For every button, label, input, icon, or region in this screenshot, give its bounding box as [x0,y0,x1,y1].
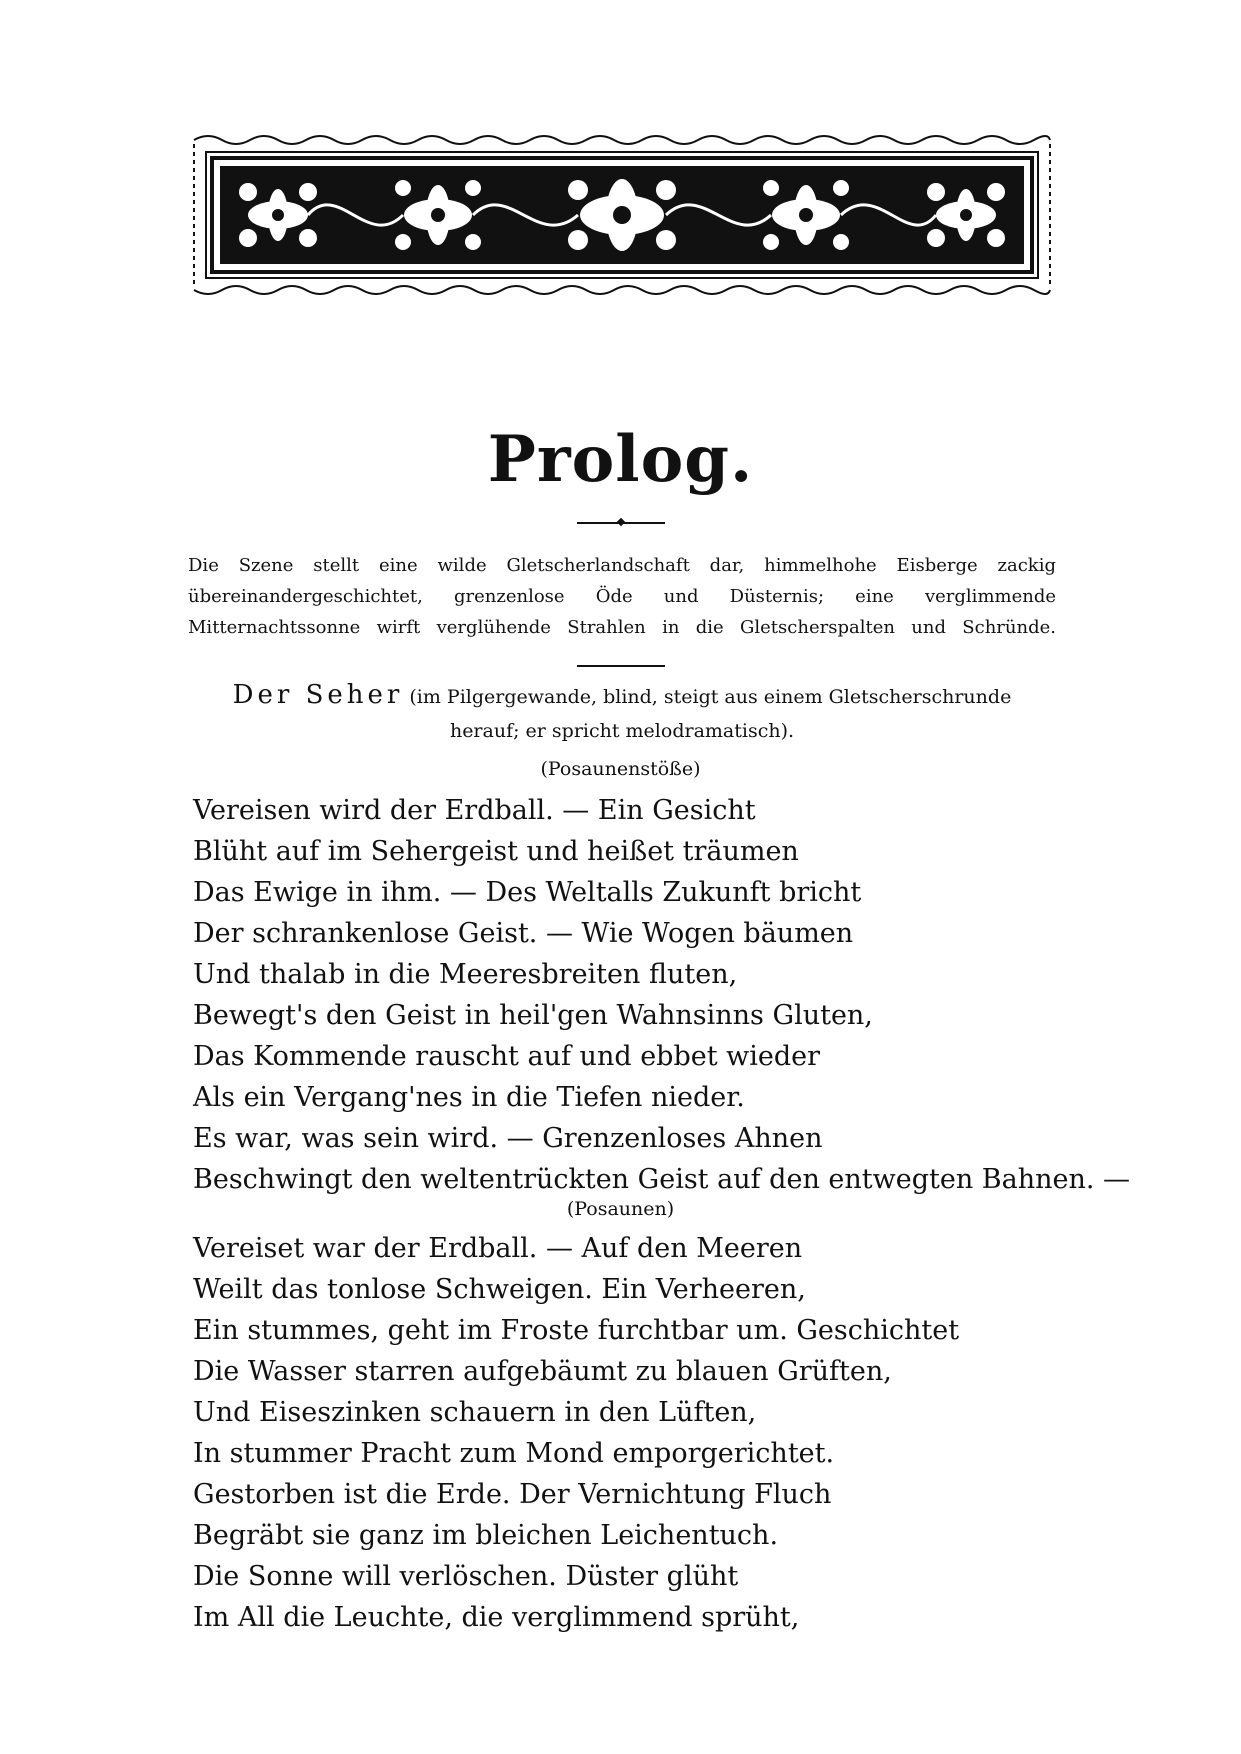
scene-line: Mitternachtssonne wirft verglühende Strahlen in die Gletscherspalten und Schründe. [188,617,1056,638]
verse-line: Das Ewige in ihm. — Des Weltalls Zukunft bricht [193,877,862,908]
verse-line: Vereiset war der Erdball. — Auf den Meeren [193,1233,803,1264]
verse-line: Und thalab in die Meeresbreiten fluten, [193,959,738,990]
verse-line: Vereisen wird der Erdball. — Ein Gesicht [193,795,756,826]
verse-line: Bewegt's den Geist in heil'gen Wahnsinns Gluten, [193,1000,873,1031]
scene-line: Die Szene stellt eine wilde Gletscherlandschaft dar, himmelhohe Eisberge zackig [188,555,1056,576]
speaker-direction: (im Pilgergewande, blind, steigt aus einem Gletscherschrunde [409,686,1012,708]
verse-line: Im All die Leuchte, die verglimmend sprüht, [193,1602,800,1633]
verse-line: In stummer Pracht zum Mond emporgerichtet. [193,1438,835,1469]
verse-line: Weilt das tonlose Schweigen. Ein Verheeren, [193,1274,806,1305]
stage-direction: (Posaunen) [566,1198,675,1220]
scene-line: übereinandergeschichtet, grenzenlose Öde und Düsternis; eine verglimmende [188,586,1056,607]
verse-line: Das Kommende rauscht auf und ebbet wieder [193,1041,821,1072]
speaker-name: Der Seher [232,680,404,710]
verse-block-1 [193,790,1131,1200]
verse-line: Gestorben ist die Erde. Der Vernichtung Fluch [193,1479,832,1510]
title-divider-ornament [617,518,625,526]
stage-direction: (Posaunenstöße) [540,758,701,780]
verse-line: Begräbt sie ganz im bleichen Leichentuch. [193,1520,779,1551]
verse-line: Beschwingt den weltentrückten Geist auf den entwegten Bahnen. — [193,1164,1131,1195]
verse-line: Es war, was sein wird. — Grenzenloses Ahnen [193,1123,823,1154]
verse-line: Als ein Vergang'nes in die Tiefen nieder. [193,1082,745,1113]
verse-line: Und Eiseszinken schauern in den Lüften, [193,1397,757,1428]
verse-line: Ein stummes, geht im Froste furchtbar um. Geschichtet [193,1315,960,1346]
verse-block-2 [193,1228,1073,1638]
verse-line: Die Wasser starren aufgebäumt zu blauen Grüften, [193,1356,892,1387]
page-title: Prolog. [487,422,754,497]
speaker-block [188,678,1056,748]
verse-line: Der schrankenlose Geist. — Wie Wogen bäumen [193,918,854,949]
scene-divider [577,665,665,667]
speaker-direction-continued: herauf; er spricht melodramatisch). [449,720,795,742]
verse-line: Die Sonne will verlöschen. Düster glüht [193,1561,739,1592]
verse-line: Blüht auf im Sehergeist und heißet träumen [193,836,799,867]
ornamental-header-band [188,130,1056,300]
scene-description [188,550,1056,643]
